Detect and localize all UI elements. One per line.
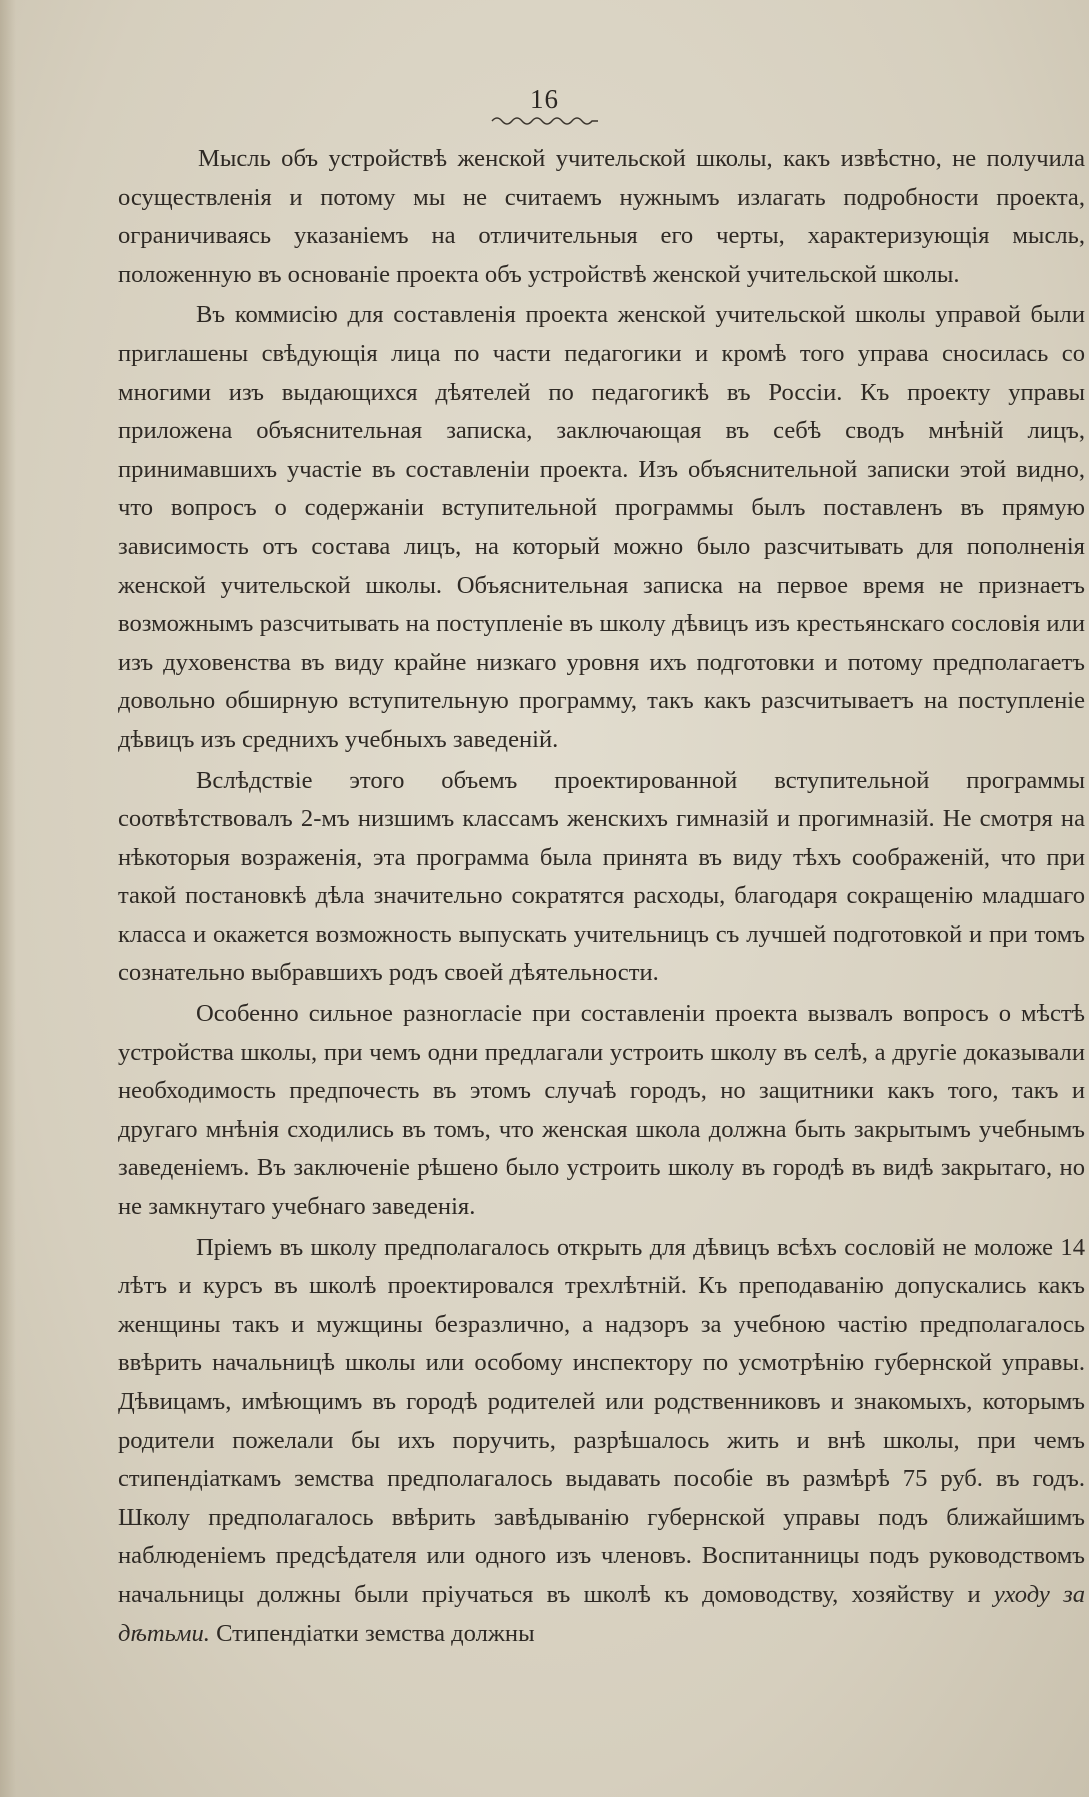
paragraph-5 xyxy=(118,1229,1085,1654)
body-text xyxy=(118,140,1085,1655)
paragraph-5-tail: Стипендіатки земства должны xyxy=(209,1619,535,1647)
wavy-ornament-icon xyxy=(490,113,600,127)
page-number: 16 xyxy=(530,84,559,114)
page-edge-shadow xyxy=(0,0,16,1797)
paragraph-2: Въ коммисію для составленія проекта женской учительской школы управой были приглашены свѣдующія лица по части педагогики и кромѣ того управа сносилась со многими изъ выдающихся дѣятелей по педагогикѣ въ Россіи. Къ проекту управы приложена объяснительная записка, заключающая въ себѣ сводъ мнѣній лицъ, принимавшихъ участіе въ составленіи проекта. Изъ объяснительной записки этой видно, что вопросъ о содержаніи вступительной программы былъ поставленъ въ прямую зависимость отъ состава лицъ, на который можно было разсчитывать для пополненія женской учительской школы. Объяснительная записка на первое время не признаетъ возможнымъ разсчитывать на поступленіе въ школу дѣвицъ изъ крестьянскаго сословія или изъ духовенства въ виду крайне низкаго уровня ихъ подготовки и потому предполагаетъ довольно обширную вступительную программу, такъ какъ разсчитываетъ на поступленіе дѣвицъ изъ среднихъ учебныхъ заведеній. xyxy=(118,301,1085,753)
page-header xyxy=(0,84,1089,127)
paragraph-4: Особенно сильное разногласіе при составленіи проекта вызвалъ вопросъ о мѣстѣ устройства школы, при чемъ одни предлагали устроить школу въ селѣ, а другіе доказывали необходимость предпочесть въ этомъ случаѣ городъ, но защитники какъ того, такъ и другаго мнѣнія сходились въ томъ, что женская школа должна быть закрытымъ учебнымъ заведеніемъ. Въ заключеніе рѣшено было устроить школу въ городѣ въ видѣ закрытаго, но не замкнутаго учебнаго заведенія. xyxy=(118,1000,1085,1221)
paragraph-5-italic: уходу за дѣтьми. xyxy=(118,1580,1085,1647)
paragraph-5-text: Пріемъ въ школу предполагалось открыть для дѣвицъ всѣхъ сословій не моложе 14 лѣтъ и курсъ въ школѣ проектировался трехлѣтній. Къ преподаванію допускались какъ женщины такъ и мужщины безразлично, а надзоръ за учебною частію предполагалось ввѣрить начальницѣ школы или особому инспектору по усмотрѣнію губернской управы. Дѣвицамъ, имѣющимъ въ городѣ родителей или родственниковъ и знакомыхъ, которымъ родители пожелали бы ихъ поручить, разрѣшалось жить и внѣ школы, при чемъ стипендіаткамъ земства предполагалось выдавать пособіе въ размѣрѣ 75 руб. въ годъ. Школу предполагалось ввѣрить завѣдыванію губернской управы подъ ближайшимъ наблюденіемъ предсѣдателя или одного изъ членовъ. Воспитанницы подъ руководствомъ начальницы должны были пріучаться въ школѣ къ домоводству, хозяйству и xyxy=(118,1233,1085,1608)
paragraph-1: Мысль объ устройствѣ женской учительской школы, какъ извѣстно, не получила осуществленія и потому мы не считаемъ нужнымъ излагать подробности проекта, ограничиваясь указаніемъ на отличительныя его черты, характеризующія мысль, положенную въ основаніе проекта объ устройствѣ женской учительской школы. xyxy=(118,145,1085,288)
paragraph-3: Вслѣдствіе этого объемъ проектированной вступительной программы соотвѣтствовалъ 2-мъ низшимъ классамъ женскихъ гимназій и прогимназій. Не смотря на нѣкоторыя возраженія, эта программа была принята въ виду тѣхъ соображеній, что при такой постановкѣ дѣла значительно сократятся расходы, благодаря сокращенію младшаго класса и окажется возможность выпускать учительницъ съ лучшей подготовкой и при томъ сознательно выбравшихъ родъ своей дѣятельности. xyxy=(118,766,1085,987)
